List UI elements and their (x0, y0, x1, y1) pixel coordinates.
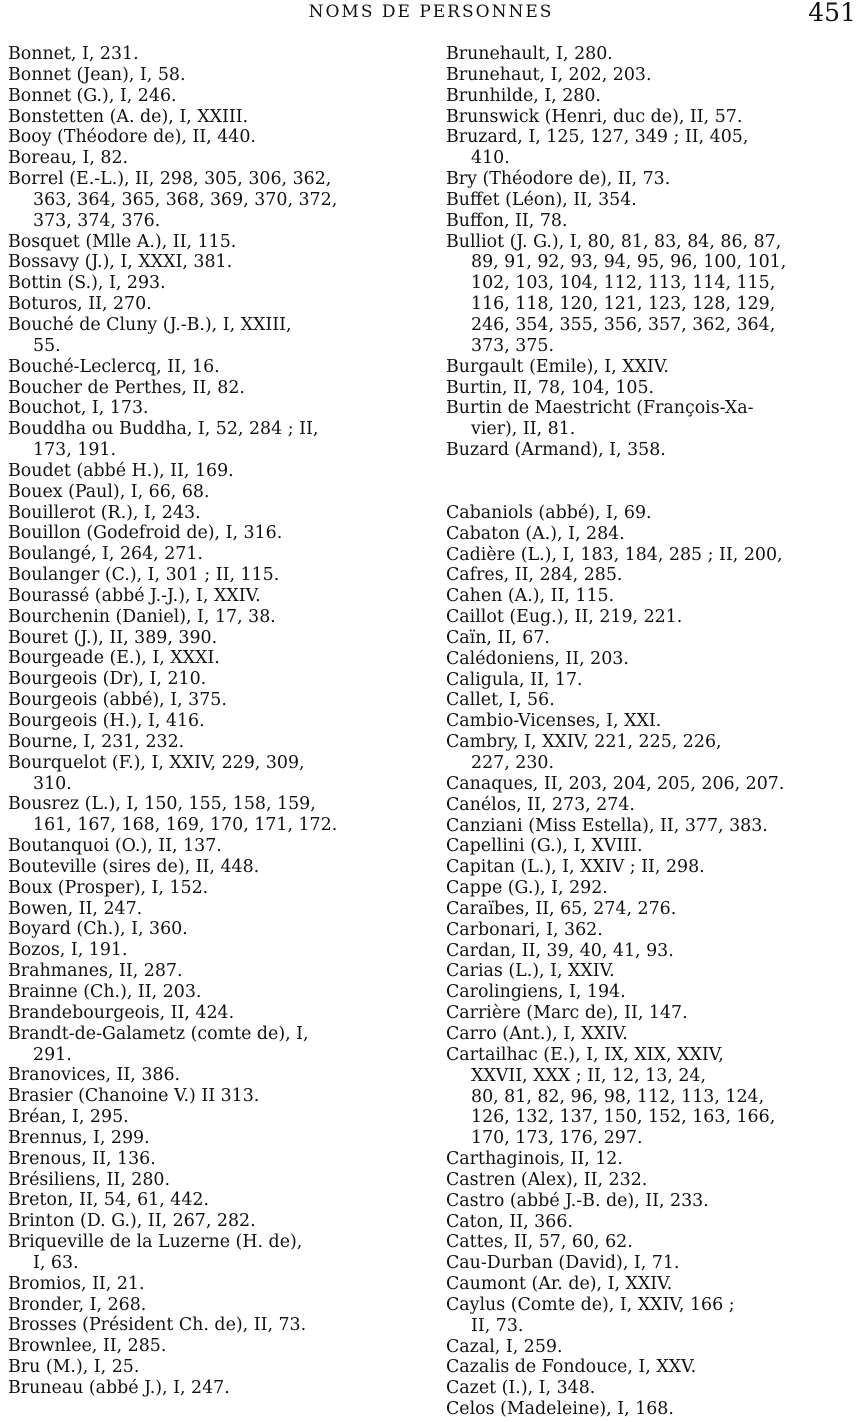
entry-line: Cabaton (A.), I, 284. (446, 523, 625, 544)
entry-line: Booy (Théodore de), II, 440. (8, 127, 256, 148)
index-entry (8, 607, 420, 628)
index-section-b-continued (446, 44, 860, 461)
entry-line: Carolingiens, I, 194. (446, 982, 626, 1003)
index-entry (8, 1336, 420, 1357)
entry-line: Bourgeade (E.), I, XXXI. (8, 648, 220, 669)
index-entry (8, 482, 420, 503)
index-entry (8, 1190, 420, 1211)
entry-line: Buffet (Léon), II, 354. (446, 189, 637, 210)
index-entry (446, 1253, 860, 1274)
entry-line: Cambry, I, XXIV, 221, 225, 226, (446, 732, 722, 753)
entry-line: Bru (M.), I, 25. (8, 1357, 140, 1378)
index-entry (8, 711, 420, 732)
index-entry (446, 774, 860, 795)
entry-line: Brunswick (Henri, duc de), II, 57. (446, 106, 743, 127)
entry-line: Cazet (I.), I, 348. (446, 1378, 596, 1399)
entry-line: Boulanger (C.), I, 301 ; II, 115. (8, 565, 280, 586)
entry-line: Bourgeois (abbé), I, 375. (8, 690, 227, 711)
index-entry (446, 1024, 860, 1045)
index-entry (446, 545, 860, 566)
entry-line: Boulangé, I, 264, 271. (8, 544, 203, 565)
index-entry (446, 65, 860, 86)
index-entry (446, 1232, 860, 1253)
entry-line: Caligula, II, 17. (446, 669, 583, 690)
entry-continuation-line: 55. (33, 335, 61, 356)
index-entry (446, 211, 860, 232)
index-entry (446, 232, 860, 357)
entry-line: Brosses (Président Ch. de), II, 73. (8, 1315, 307, 1336)
entry-line: Bréan, I, 295. (8, 1107, 129, 1128)
index-entry (446, 107, 860, 128)
index-entry (446, 565, 860, 586)
index-entry (8, 857, 420, 878)
index-entry (8, 273, 420, 294)
index-entry (446, 899, 860, 920)
index-entry (8, 65, 420, 86)
entry-line: Carrière (Marc de), II, 147. (446, 1003, 688, 1024)
index-entry (446, 86, 860, 107)
entry-line: Boucher de Perthes, II, 82. (8, 377, 245, 398)
entry-line: Canélos, II, 273, 274. (446, 794, 635, 815)
index-entry (8, 899, 420, 920)
index-entry (8, 1065, 420, 1086)
entry-line: Brésiliens, II, 280. (8, 1169, 170, 1190)
index-entry (446, 398, 860, 440)
entry-continuation-line: 373, 375. (471, 335, 554, 356)
entry-line: Canaques, II, 203, 204, 205, 206, 207. (446, 773, 785, 794)
entry-line: Bouillerot (R.), I, 243. (8, 502, 201, 523)
entry-line: Caumont (Ar. de), I, XXIV. (446, 1274, 673, 1295)
entry-line: Bottin (S.), I, 293. (8, 273, 166, 294)
index-entry (8, 690, 420, 711)
entry-line: Cappe (G.), I, 292. (446, 878, 608, 899)
entry-line: Bruneau (abbé J.), I, 247. (8, 1378, 230, 1398)
index-entry (446, 816, 860, 837)
entry-continuation-line: 102, 103, 104, 112, 113, 114, 115, (471, 273, 776, 294)
entry-line: Cazalis de Fondouce, I, XXV. (446, 1357, 697, 1378)
entry-line: Bouché-Leclercq, II, 16. (8, 356, 220, 377)
entry-line: Cau-Durban (David), I, 71. (446, 1253, 680, 1274)
entry-line: Bouchot, I, 173. (8, 398, 149, 419)
index-entry (446, 1295, 860, 1337)
entry-continuation-line: 116, 118, 120, 121, 123, 128, 129, (471, 294, 776, 315)
entry-continuation-line: 227, 230. (471, 753, 554, 773)
index-entry (8, 169, 420, 232)
entry-line: Borrel (E.-L.), II, 298, 305, 306, 362, (8, 169, 332, 190)
entry-continuation-line: 410. (471, 148, 510, 169)
index-entry (8, 127, 420, 148)
entry-continuation-line: 170, 173, 176, 297. (471, 1128, 643, 1149)
entry-line: Capitan (L.), I, XXIV ; II, 298. (446, 857, 705, 878)
entry-continuation-line: 173, 191. (33, 440, 116, 461)
entry-line: Carro (Ant.), I, XXIV. (446, 1023, 628, 1044)
entry-line: Buffon, II, 78. (446, 210, 568, 231)
entry-line: Brahmanes, II, 287. (8, 961, 183, 982)
entry-line: Bouillon (Godefroid de), I, 316. (8, 523, 283, 544)
entry-line: Cardan, II, 39, 40, 41, 93. (446, 940, 674, 961)
entry-line: Bosquet (Mlle A.), II, 115. (8, 231, 237, 252)
entry-line: Brandebourgeois, II, 424. (8, 1002, 235, 1023)
entry-line: Caylus (Comte de), I, XXIV, 166 ; (446, 1294, 735, 1315)
index-entry (8, 982, 420, 1003)
entry-line: Boreau, I, 82. (8, 148, 129, 169)
entry-line: Bourquelot (F.), I, XXIV, 229, 309, (8, 752, 305, 773)
index-entry (8, 1357, 420, 1378)
entry-continuation-line: 161, 167, 168, 169, 170, 171, 172. (33, 815, 338, 836)
index-entry (446, 607, 860, 628)
entry-line: Caïn, II, 67. (446, 627, 550, 648)
index-entry (8, 523, 420, 544)
entry-line: Caraïbes, II, 65, 274, 276. (446, 898, 677, 919)
entry-line: Bromios, II, 21. (8, 1273, 145, 1294)
entry-line: Bozos, I, 191. (8, 940, 128, 961)
index-entry (8, 503, 420, 524)
entry-line: Bousrez (L.), I, 150, 155, 158, 159, (8, 794, 316, 815)
index-entry (446, 878, 860, 899)
entry-line: Boyard (Ch.), I, 360. (8, 919, 188, 940)
entry-line: Bouché de Cluny (J.-B.), I, XXIII, (8, 314, 292, 335)
entry-line: Brinton (D. G.), II, 267, 282. (8, 1211, 256, 1232)
index-entry (8, 1232, 420, 1274)
entry-line: Bourchenin (Daniel), I, 17, 38. (8, 606, 276, 627)
index-entry (8, 294, 420, 315)
index-entry (8, 1170, 420, 1191)
entry-line: Branovices, II, 386. (8, 1065, 181, 1086)
index-entry (446, 795, 860, 816)
index-entry (8, 107, 420, 128)
entry-line: Carbonari, I, 362. (446, 919, 603, 940)
entry-line: Bruzard, I, 125, 127, 349 ; II, 405, (446, 127, 749, 148)
entry-line: Brandt-de-Galametz (comte de), I, (8, 1023, 309, 1044)
entry-line: Cabaniols (abbé), I, 69. (446, 502, 652, 523)
entry-line: Bonstetten (A. de), I, XXIII. (8, 106, 249, 127)
index-entry (446, 586, 860, 607)
index-entry (8, 378, 420, 399)
entry-line: Brunehaut, I, 202, 203. (446, 64, 652, 85)
index-entry (8, 1086, 420, 1107)
index-entry (446, 732, 860, 774)
index-entry (446, 44, 860, 65)
entry-line: Bossavy (J.), I, XXXI, 381. (8, 252, 233, 273)
entry-line: Carthaginois, II, 12. (446, 1149, 623, 1170)
index-entry (446, 1045, 860, 1149)
entry-continuation-line: 80, 81, 82, 96, 98, 112, 113, 124, (471, 1086, 765, 1107)
index-entry (8, 878, 420, 899)
index-entry (446, 1357, 860, 1378)
entry-continuation-line: 126, 132, 137, 150, 152, 163, 166, (471, 1107, 776, 1128)
entry-line: Callet, I, 56. (446, 690, 555, 711)
index-section-c (446, 503, 860, 1420)
entry-line: Celos (Madeleine), I, 168. (446, 1399, 674, 1420)
entry-line: Brennus, I, 299. (8, 1127, 150, 1148)
entry-line: Canziani (Miss Estella), II, 377, 383. (446, 815, 768, 836)
index-entry (446, 1399, 860, 1420)
index-entry (446, 524, 860, 545)
entry-continuation-line: 363, 364, 365, 368, 369, 370, 372, (33, 189, 338, 210)
index-entry (8, 419, 420, 461)
entry-line: Brainne (Ch.), II, 203. (8, 981, 202, 1002)
entry-continuation-line: I, 63. (33, 1252, 79, 1273)
entry-line: Briqueville de la Luzerne (H. de), (8, 1232, 303, 1253)
entry-line: Boutanquoi (O.), II, 137. (8, 836, 222, 857)
index-entry (446, 961, 860, 982)
index-entry (8, 1295, 420, 1316)
index-entry (8, 1003, 420, 1024)
entry-line: Bry (Théodore de), II, 73. (446, 169, 671, 190)
entry-line: Brunhilde, I, 280. (446, 85, 601, 106)
index-entry (8, 586, 420, 607)
index-entry (8, 544, 420, 565)
index-entry (446, 628, 860, 649)
entry-line: Bouddha ou Buddha, I, 52, 284 ; II, (8, 419, 319, 440)
entry-line: Bonnet, I, 231. (8, 44, 139, 64)
entry-line: Buzard (Armand), I, 358. (446, 440, 666, 461)
index-entry (446, 1378, 860, 1399)
entry-line: Carias (L.), I, XXIV. (446, 961, 615, 982)
index-entry (8, 961, 420, 982)
index-entry (8, 1274, 420, 1295)
index-entry (8, 315, 420, 357)
entry-line: Bourgeois (H.), I, 416. (8, 711, 205, 731)
running-title: NOMS DE PERSONNES (308, 2, 554, 22)
index-entry (446, 357, 860, 378)
index-entry (8, 794, 420, 836)
entry-line: Boudet (abbé H.), II, 169. (8, 460, 234, 481)
index-entry (446, 503, 860, 524)
index-entry (8, 1149, 420, 1170)
entry-line: Bowen, II, 247. (8, 898, 143, 919)
index-column-right (446, 44, 860, 1420)
entry-line: Cambio-Vicenses, I, XXI. (446, 711, 662, 732)
index-entry (446, 127, 860, 169)
index-entry (446, 440, 860, 461)
entry-line: Burtin, II, 78, 104, 105. (446, 377, 655, 398)
index-entry (8, 628, 420, 649)
index-entry (446, 1149, 860, 1170)
index-entry (8, 1211, 420, 1232)
index-entry (8, 398, 420, 419)
entry-line: Caton, II, 366. (446, 1211, 573, 1232)
index-entry (8, 252, 420, 273)
index-entry (446, 649, 860, 670)
index-entry (8, 669, 420, 690)
entry-line: Capellini (G.), I, XVIII. (446, 836, 643, 857)
entry-line: Cahen (A.), II, 115. (446, 586, 615, 607)
entry-line: Calédoniens, II, 203. (446, 648, 629, 669)
index-entry (8, 44, 420, 65)
index-column-left (8, 44, 420, 1399)
index-entry (8, 357, 420, 378)
entry-line: Caillot (Eug.), II, 219, 221. (446, 607, 683, 628)
entry-line: Breton, II, 54, 61, 442. (8, 1190, 209, 1211)
index-entry (446, 378, 860, 399)
entry-line: Cafres, II, 284, 285. (446, 565, 623, 586)
entry-line: Bulliot (J. G.), I, 80, 81, 83, 84, 86, 87, (446, 231, 782, 252)
index-entry (8, 836, 420, 857)
index-entry (8, 1378, 420, 1399)
page-header (0, 0, 862, 40)
entry-line: Bonnet (G.), I, 246. (8, 85, 177, 106)
index-entry (446, 1274, 860, 1295)
entry-line: Brunehault, I, 280. (446, 44, 613, 64)
index-entry (446, 1337, 860, 1358)
entry-line: Bourgeois (Dr), I, 210. (8, 669, 207, 690)
index-entry (8, 1315, 420, 1336)
index-entry (8, 86, 420, 107)
entry-line: Brenous, II, 136. (8, 1148, 156, 1169)
index-entry (446, 982, 860, 1003)
index-entry (8, 232, 420, 253)
index-entry (446, 941, 860, 962)
section-gap (446, 461, 860, 503)
entry-line: Cazal, I, 259. (446, 1336, 563, 1357)
entry-line: Cartailhac (E.), I, IX, XIX, XXIV, (446, 1044, 724, 1065)
entry-continuation-line: II, 73. (471, 1315, 524, 1336)
index-entry (446, 711, 860, 732)
entry-continuation-line: 291. (33, 1044, 72, 1065)
index-entry (8, 940, 420, 961)
entry-line: Bouret (J.), II, 389, 390. (8, 627, 218, 648)
entry-line: Bouteville (sires de), II, 448. (8, 856, 260, 877)
index-entry (446, 670, 860, 691)
entry-line: Bronder, I, 268. (8, 1294, 147, 1315)
index-entry (8, 461, 420, 482)
entry-line: Brasier (Chanoine V.) II 313. (8, 1086, 260, 1107)
entry-continuation-line: 246, 354, 355, 356, 357, 362, 364, (471, 314, 776, 335)
index-entry (446, 1191, 860, 1212)
entry-continuation-line: 310. (33, 773, 72, 794)
entry-continuation-line: XXVII, XXX ; II, 12, 13, 24, (471, 1065, 706, 1086)
entry-line: Cadière (L.), I, 183, 184, 285 ; II, 200, (446, 544, 783, 565)
index-entry (8, 648, 420, 669)
entry-line: Boux (Prosper), I, 152. (8, 877, 209, 898)
entry-line: Castren (Alex), II, 232. (446, 1169, 648, 1190)
entry-continuation-line: vier), II, 81. (471, 419, 576, 440)
index-entry (8, 919, 420, 940)
index-entry (446, 836, 860, 857)
entry-line: Brownlee, II, 285. (8, 1336, 167, 1357)
index-entry (446, 1003, 860, 1024)
page-number: 451 (808, 0, 856, 27)
entry-line: Burtin de Maestricht (François-Xa- (446, 398, 754, 419)
index-entry (8, 1128, 420, 1149)
entry-continuation-line: 89, 91, 92, 93, 94, 95, 96, 100, 101, (471, 252, 787, 273)
entry-line: Burgault (Emile), I, XXIV. (446, 356, 669, 377)
entry-line: Bonnet (Jean), I, 58. (8, 64, 186, 85)
index-entry (446, 857, 860, 878)
index-entry (8, 1107, 420, 1128)
index-entry (446, 1170, 860, 1191)
entry-line: Bouex (Paul), I, 66, 68. (8, 481, 210, 502)
entry-line: Castro (abbé J.-B. de), II, 233. (446, 1190, 709, 1211)
entry-line: Boturos, II, 270. (8, 294, 152, 315)
entry-line: Bourassé (abbé J.-J.), I, XXIV. (8, 585, 261, 606)
entry-line: Bourne, I, 231, 232. (8, 731, 185, 752)
index-entry (8, 753, 420, 795)
index-entry (8, 1024, 420, 1066)
index-entry (8, 565, 420, 586)
entry-line: Cattes, II, 57, 60, 62. (446, 1232, 633, 1253)
index-entry (446, 169, 860, 190)
index-entry (8, 732, 420, 753)
index-entry (446, 190, 860, 211)
index-entry (8, 148, 420, 169)
index-entry (446, 690, 860, 711)
entry-continuation-line: 373, 374, 376. (33, 210, 161, 231)
index-entry (446, 920, 860, 941)
index-entry (446, 1212, 860, 1233)
